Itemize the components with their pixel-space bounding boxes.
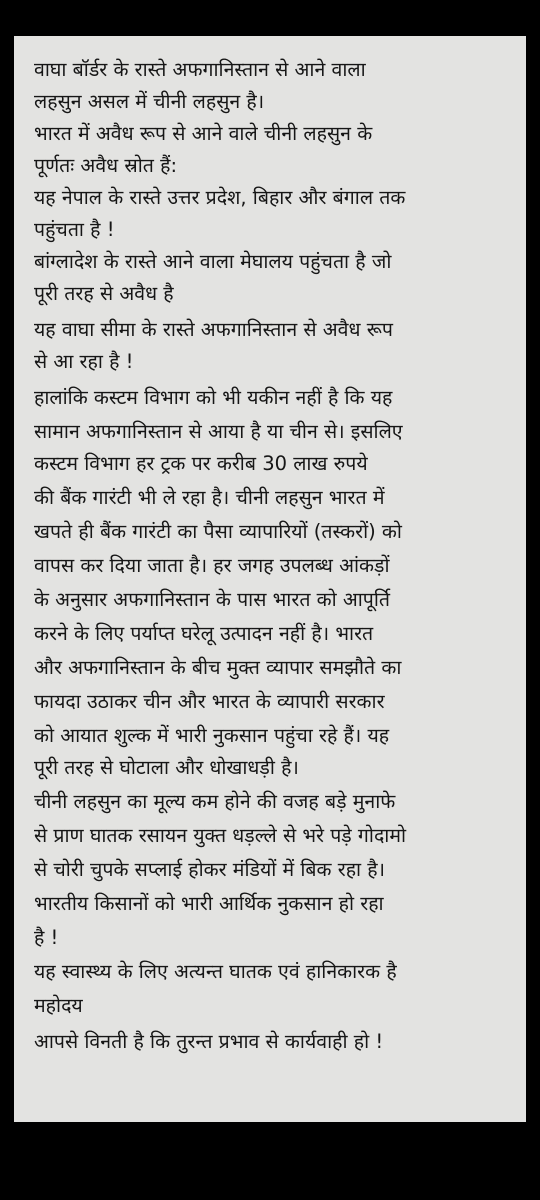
text-line: के अनुसार अफगानिस्तान के पास भारत को आपूर्ति (34, 588, 391, 611)
text-line: करने के लिए पर्याप्त घरेलू उत्पादन नहीं है। भारत (34, 622, 374, 645)
text-line: कस्टम विभाग हर ट्रक पर करीब 30 लाख रुपये (34, 452, 368, 475)
text-line: पहुंचता है ! (34, 218, 115, 241)
text-line: को आयात शुल्क में भारी नुकसान पहुंचा रहे हैं। यह (34, 724, 390, 747)
text-line: फायदा उठाकर चीन और भारत के व्यापारी सरकार (34, 690, 385, 713)
text-line: चीनी लहसुन का मूल्य कम होने की वजह बड़े मुनाफे (34, 790, 396, 813)
text-line: लहसुन असल में चीनी लहसुन है। (34, 90, 265, 113)
text-line: भारतीय किसानों को भारी आर्थिक नुकसान हो रहा (34, 892, 384, 915)
text-line: पूर्णतः अवैध स्रोत हैं: (34, 154, 178, 177)
text-line: यह नेपाल के रास्ते उत्तर प्रदेश, बिहार और बंगाल तक (34, 186, 406, 209)
text-line: बांग्लादेश के रास्ते आने वाला मेघालय पहुंचता है जो (34, 250, 392, 273)
text-line: पूरी तरह से घोटाला और धोखाधड़ी है। (34, 756, 299, 779)
text-line: सामान अफगानिस्तान से आया है या चीन से। इसलिए (34, 420, 403, 443)
text-line: है ! (34, 926, 59, 949)
text-document (14, 36, 526, 1122)
text-line: पूरी तरह से अवैध है (34, 282, 174, 305)
text-line: यह स्वास्थ्य के लिए अत्यन्त घातक एवं हानिकारक है (34, 960, 397, 983)
text-line: खपते ही बैंक गारंटी का पैसा व्यापारियों (तस्करों) को (34, 520, 402, 543)
text-line: भारत में अवैध रूप से आने वाले चीनी लहसुन के (34, 122, 373, 145)
text-line: वापस कर दिया जाता है। हर जगह उपलब्ध आंकड़ों (34, 554, 390, 577)
text-line: आपसे विनती है कि तुरन्त प्रभाव से कार्यवाही हो ! (34, 1030, 384, 1053)
text-line: यह वाघा सीमा के रास्ते अफगानिस्तान से अवैध रूप (34, 318, 393, 341)
text-line: महोदय (34, 994, 83, 1017)
text-line: और अफगानिस्तान के बीच मुक्त व्यापार समझौते का (34, 656, 402, 679)
text-line: हालांकि कस्टम विभाग को भी यकीन नहीं है कि यह (34, 386, 393, 409)
text-line: से चोरी चुपके सप्लाई होकर मंडियों में बिक रहा है। (34, 858, 386, 881)
text-line: से आ रहा है ! (34, 350, 134, 373)
text-line: की बैंक गारंटी भी ले रहा है। चीनी लहसुन भारत में (34, 486, 385, 509)
text-line: वाघा बॉर्डर के रास्ते अफगानिस्तान से आने वाला (34, 58, 366, 81)
text-line: से प्राण घातक रसायन युक्त धड़ल्ले से भरे पड़े गोदामो (34, 824, 407, 847)
